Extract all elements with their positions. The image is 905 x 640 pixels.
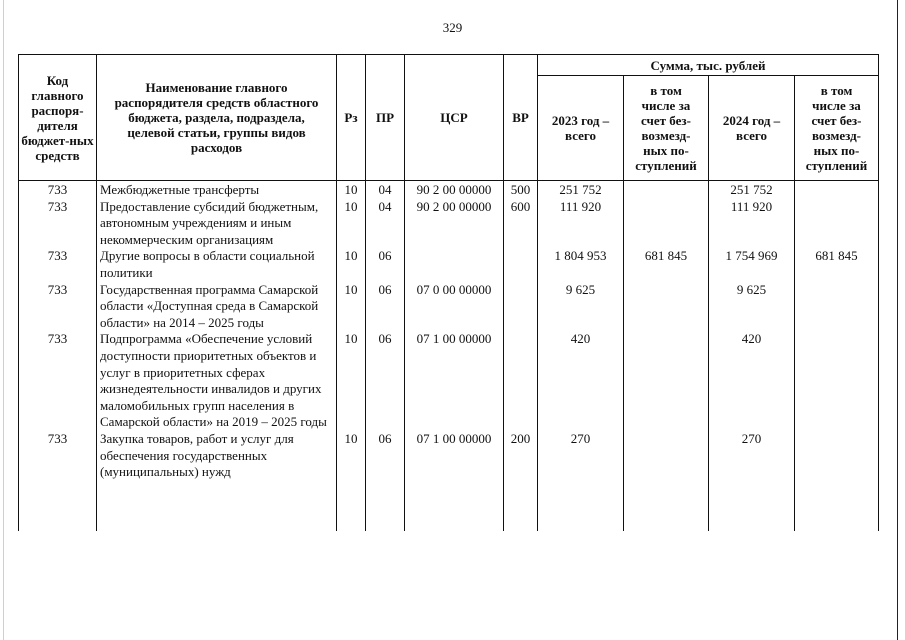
row-2023-total: 1 804 953 xyxy=(538,248,624,281)
row-pr: 04 xyxy=(366,199,405,249)
header-code: Код главного распоря-дителя бюджет-ных средств xyxy=(19,55,97,181)
row-2024-free xyxy=(795,181,879,199)
row-2023-total: 9 625 xyxy=(538,282,624,332)
row-pr: 06 xyxy=(366,331,405,431)
row-code: 733 xyxy=(19,199,97,249)
row-2024-total: 420 xyxy=(709,331,795,431)
table-row xyxy=(19,248,879,281)
header-pr: ПР xyxy=(366,55,405,181)
header-rz: Рз xyxy=(337,55,366,181)
row-2023-total: 420 xyxy=(538,331,624,431)
row-vr: 500 xyxy=(504,181,538,199)
header-sum: Сумма, тыс. рублей xyxy=(538,55,879,76)
row-2023-total: 270 xyxy=(538,431,624,531)
row-csr: 90 2 00 00000 xyxy=(405,199,504,249)
row-pr: 06 xyxy=(366,248,405,281)
row-2023-free xyxy=(624,282,709,332)
header-vr: ВР xyxy=(504,55,538,181)
row-2024-total: 270 xyxy=(709,431,795,531)
row-csr xyxy=(405,248,504,281)
table-row xyxy=(19,181,879,199)
table-row xyxy=(19,282,879,332)
row-rz: 10 xyxy=(337,199,366,249)
row-2023-free xyxy=(624,199,709,249)
header-csr: ЦСР xyxy=(405,55,504,181)
table-row xyxy=(19,431,879,531)
row-2023-free xyxy=(624,181,709,199)
row-rz: 10 xyxy=(337,282,366,332)
row-2024-free xyxy=(795,331,879,431)
table-body xyxy=(19,181,879,531)
row-rz: 10 xyxy=(337,431,366,531)
row-2024-free: 681 845 xyxy=(795,248,879,281)
row-name: Государственная программа Самарской области «Доступная среда в Самарской области» на 2014 – 2025 годы xyxy=(97,282,337,332)
row-vr xyxy=(504,331,538,431)
row-2024-total: 9 625 xyxy=(709,282,795,332)
row-code: 733 xyxy=(19,431,97,531)
row-2023-total: 251 752 xyxy=(538,181,624,199)
budget-table xyxy=(18,54,879,531)
row-rz: 10 xyxy=(337,248,366,281)
row-pr: 04 xyxy=(366,181,405,199)
row-2024-total: 251 752 xyxy=(709,181,795,199)
row-code: 733 xyxy=(19,282,97,332)
row-code: 733 xyxy=(19,181,97,199)
row-name: Подпрограмма «Обеспечение условий доступности приоритетных объектов и услуг в приоритетных сферах жизнедеятельности инвалидов и других маломобильных групп населения в Самарской области» на 2019 – 2025 годы xyxy=(97,331,337,431)
header-2023-free: в том числе за счет без-возмезд-ных по-ступлений xyxy=(624,76,709,181)
row-vr xyxy=(504,248,538,281)
row-csr: 07 1 00 00000 xyxy=(405,431,504,531)
table-header xyxy=(19,55,879,181)
row-name: Предоставление субсидий бюджетным, автономным учреждениям и иным некоммерческим организациям xyxy=(97,199,337,249)
row-csr: 07 1 00 00000 xyxy=(405,331,504,431)
row-pr: 06 xyxy=(366,431,405,531)
row-2023-free: 681 845 xyxy=(624,248,709,281)
header-2024-total: 2024 год – всего xyxy=(709,76,795,181)
row-2024-free xyxy=(795,199,879,249)
row-2024-total: 1 754 969 xyxy=(709,248,795,281)
row-rz: 10 xyxy=(337,331,366,431)
row-2024-free xyxy=(795,282,879,332)
row-code: 733 xyxy=(19,248,97,281)
row-vr xyxy=(504,282,538,332)
row-code: 733 xyxy=(19,331,97,431)
header-2023-total: 2023 год – всего xyxy=(538,76,624,181)
header-name: Наименование главного распорядителя средств областного бюджета, раздела, подраздела, целевой статьи, группы видов расходов xyxy=(97,55,337,181)
row-name: Межбюджетные трансферты xyxy=(97,181,337,199)
row-2023-total: 111 920 xyxy=(538,199,624,249)
scan-edge-line xyxy=(3,0,4,640)
table-row xyxy=(19,331,879,431)
row-csr: 07 0 00 00000 xyxy=(405,282,504,332)
page-number: 329 xyxy=(442,20,463,35)
row-name: Другие вопросы в области социальной политики xyxy=(97,248,337,281)
row-name: Закупка товаров, работ и услуг для обеспечения государственных (муниципальных) нужд xyxy=(97,431,337,531)
row-vr: 600 xyxy=(504,199,538,249)
row-2024-free xyxy=(795,431,879,531)
row-2023-free xyxy=(624,431,709,531)
row-pr: 06 xyxy=(366,282,405,332)
row-csr: 90 2 00 00000 xyxy=(405,181,504,199)
row-vr: 200 xyxy=(504,431,538,531)
table-row xyxy=(19,199,879,249)
row-2024-total: 111 920 xyxy=(709,199,795,249)
row-2023-free xyxy=(624,331,709,431)
header-2024-free: в том числе за счет без-возмезд-ных по-ступлений xyxy=(795,76,879,181)
page-border-line xyxy=(897,0,898,640)
row-rz: 10 xyxy=(337,181,366,199)
